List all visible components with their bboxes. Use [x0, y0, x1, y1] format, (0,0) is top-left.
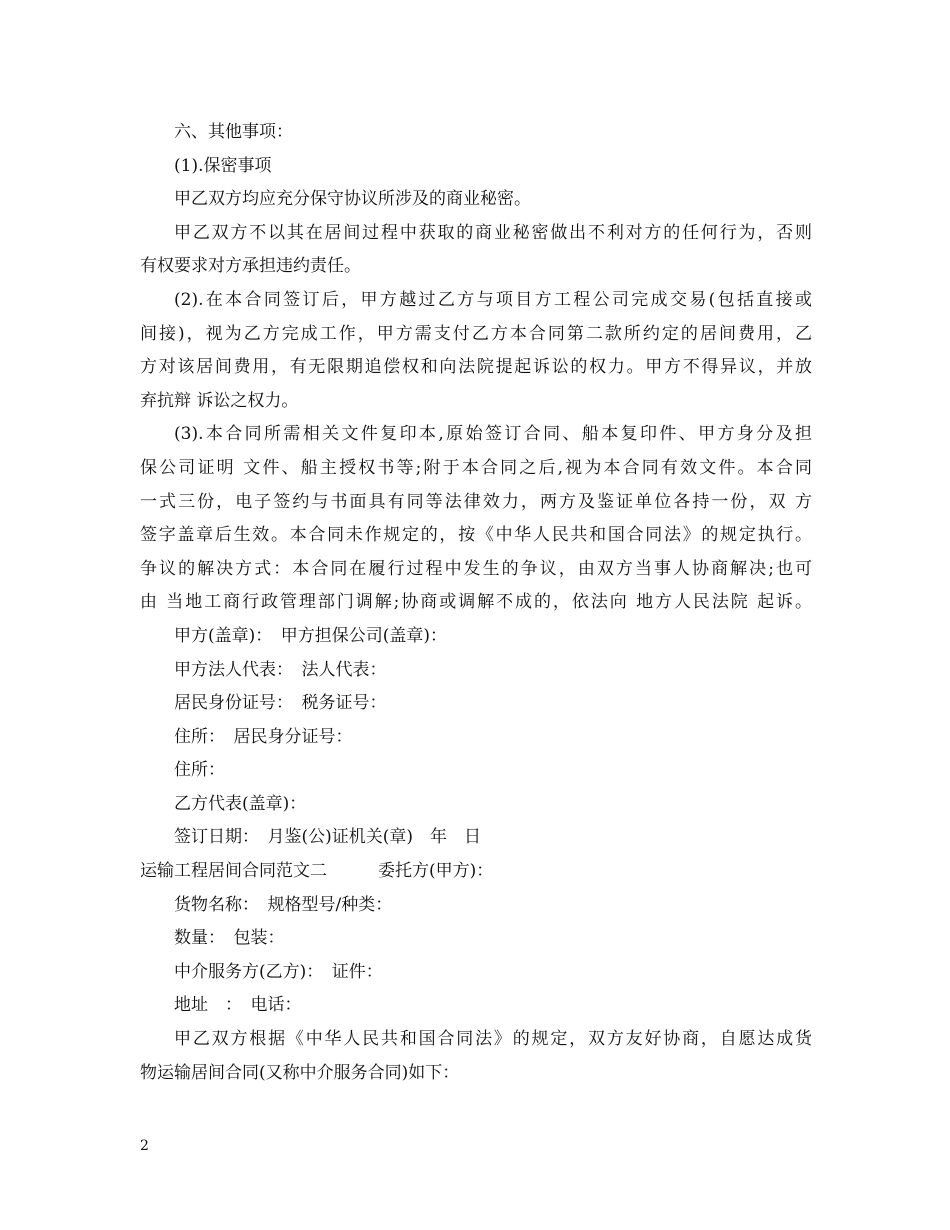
- page-number: 2: [140, 1138, 149, 1154]
- contract-field-line: 数量： 包装：: [174, 928, 285, 949]
- paragraph-line: 有权要求对方承担违约责任。: [140, 256, 361, 277]
- paragraph-line: 一式三份，电子签约与书面具有同等法律效力，两方及鉴证单位各持一份，双 方: [140, 491, 812, 512]
- paragraph-line: 甲乙双方根据《中华人民共和国合同法》的规定，双方友好协商，自愿达成货: [174, 1029, 812, 1050]
- signature-field-line: 甲方法人代表： 法人代表：: [174, 659, 387, 680]
- paragraph-line: 方对该居间费用，有无限期追偿权和向法院提起诉讼的权力。甲方不得异议，并放: [140, 357, 812, 378]
- paragraph-line: 争议的解决方式：本合同在履行过程中发生的争议，由双方当事人协商解决;也可: [140, 558, 812, 579]
- second-contract-title-line: 运输工程居间合同范文二 委托方(甲方)：: [140, 861, 494, 882]
- paragraph-line: 间接)，视为乙方完成工作，甲方需支付乙方本合同第二款所约定的居间费用，乙: [140, 323, 812, 344]
- paragraph-line: (2).在本合同签订后，甲方越过乙方与项目方工程公司完成交易(包括直接或: [174, 289, 812, 310]
- section-heading: 六、其他事项：: [174, 122, 293, 142]
- paragraph-line: 弃抗辩 诉讼之权力。: [140, 390, 299, 411]
- contract-field-line: 地址 ： 电话：: [174, 995, 302, 1016]
- signature-field-line: 住所： 居民身分证号：: [174, 726, 353, 747]
- paragraph-line: 甲乙双方均应充分保守协议所涉及的商业秘密。: [174, 189, 531, 210]
- document-body: [140, 116, 812, 1090]
- signature-field-line: 住所：: [174, 760, 225, 781]
- clause-heading: (1).保密事项: [174, 155, 272, 176]
- paragraph-line: 由 当地工商行政管理部门调解;协商或调解不成的，依法向 地方人民法院 起诉。: [140, 592, 812, 613]
- paragraph-line: 保公司证明 文件、船主授权书等;附于本合同之后,视为本合同有效文件。本合同: [140, 457, 812, 478]
- signature-field-line: 甲方(盖章)： 甲方担保公司(盖章)：: [174, 625, 448, 646]
- signature-field-line: 居民身份证号： 税务证号：: [174, 693, 387, 714]
- signature-field-line: 乙方代表(盖章)：: [174, 793, 307, 814]
- paragraph-line: 物运输居间合同(又称中介服务合同)如下：: [140, 1062, 460, 1083]
- contract-field-line: 中介服务方(乙方)： 证件：: [174, 961, 383, 982]
- paragraph-line: 甲乙双方不以其在居间过程中获取的商业秘密做出不利对方的任何行为，否则: [174, 222, 812, 243]
- contract-field-line: 货物名称： 规格型号/种类：: [174, 894, 393, 915]
- paragraph-line: (3).本合同所需相关文件复印本,原始签订合同、船本复印件、甲方身分及担: [174, 424, 812, 445]
- paragraph-line: 签字盖章后生效。本合同未作规定的，按《中华人民共和国合同法》的规定执行。: [140, 525, 812, 546]
- signature-field-line: 签订日期： 月鉴(公)证机关(章) 年 日: [174, 827, 482, 848]
